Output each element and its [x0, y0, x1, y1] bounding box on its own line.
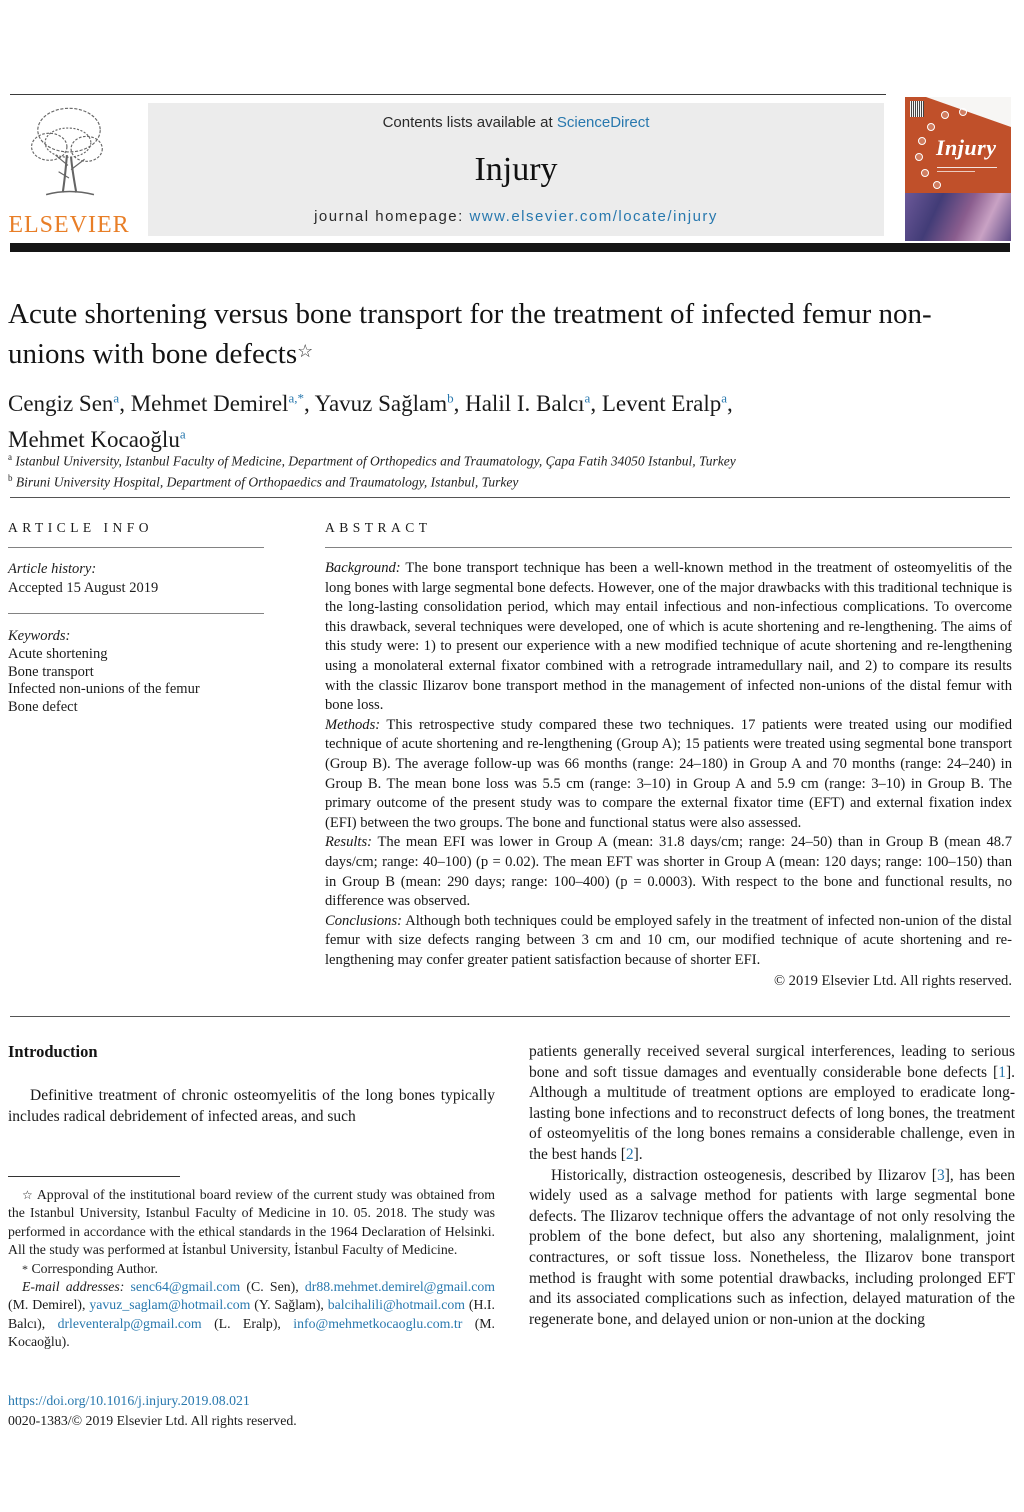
elsevier-logo [8, 100, 130, 240]
email-owner: (C. Sen), [240, 1279, 305, 1295]
author [131, 391, 315, 416]
email-owner: (M. Kocaoğlu). [8, 1315, 496, 1350]
email-link[interactable]: yavuz_saglam@hotmail.com [89, 1297, 251, 1313]
author [465, 391, 602, 416]
footnote-text: Approval of the institutional board review of the current study was obtained from the Istanbul University, Istanbul Faculty of Medicine in 10. 05. 2018. The study was performed in accordance with the ethical standards in the 1964 Declaration of Helsinki. All the study was performed at İstanbul University, İstanbul Faculty of Medicine. [8, 1187, 495, 1258]
intro-heading: Introduction [8, 1042, 98, 1061]
cover-subtitle-line [937, 171, 975, 172]
homepage-link[interactable]: www.elsevier.com/locate/injury [469, 208, 718, 225]
section-divider-rule [10, 1016, 1010, 1017]
body-paragraph: Definitive treatment of chronic osteomyelitis of the long bones typically includes radical debridement of infected areas, and such [8, 1087, 495, 1125]
email-addresses [8, 1278, 495, 1352]
author-name: Levent Eralp [601, 390, 722, 416]
journal-cover-thumbnail [905, 97, 1011, 241]
sciencedirect-link[interactable]: ScienceDirect [556, 114, 650, 131]
abstract-section-text: The mean EFI was lower in Group A (mean: 31.8 days/cm; range: 24–50) than in Group B (mean 48.7 days/cm; range: 40–100) (p = 0.02). The mean EFT was shorter in Group A (mean: 120 days; range: 100–150) than in Group B (mean: 290 days; range: 100–400) (p = 0.0003). With respect to the bone and functional results, no difference was observed. [325, 834, 1012, 910]
homepage-prefix: journal homepage: [314, 208, 470, 225]
author-separator: , [303, 390, 315, 416]
corresponding-text: Corresponding Author. [28, 1260, 158, 1276]
author-name: Mehmet Kocaoğlu [8, 427, 180, 453]
cover-artwork [905, 193, 1011, 241]
article-history-label: Article history: [8, 561, 97, 577]
citation-link[interactable]: 2 [625, 1145, 634, 1163]
corresponding-author-note [8, 1260, 495, 1278]
article-info-column [8, 520, 264, 716]
author-name: Halil I. Balcı [465, 390, 585, 416]
abstract-paragraph-conclusions [325, 912, 1012, 971]
abstract-section-text: The bone transport technique has been a well-known method in the treatment of osteomyelitis of the long bones with large segmental bone defects. However, one of the major drawbacks with this traditional technique is the long-lasting consolidation period, which may entail infectious and non-infectious complications. To overcome this drawback, several techniques were developed, one of which is acute shortening and re-lengthening. The aims of this study were: 1) to present our experience with a new modified technique of acute shortening and re-lengthening using a monolateral external fixator combined with a retrograde intramedullary nail, and 2) to compare its results with the classic Ilizarov bone transport method in the management of infected non-unions of the distal femur with bone loss. [325, 560, 1012, 714]
footer-block [8, 1391, 495, 1430]
email-link[interactable]: dr88.mehmet.demirel@gmail.com [304, 1279, 495, 1295]
email-owner: (H.I. Balcı), [8, 1297, 495, 1331]
title-footnote-mark: ☆ [297, 341, 314, 361]
email-owner: (Y. Sağlam), [250, 1297, 328, 1313]
abstract-paragraph-background [325, 559, 1012, 716]
footnote-irb [8, 1186, 495, 1260]
author-name: Mehmet Demirel [130, 390, 289, 416]
article-info-heading: ARTICLE INFO [8, 520, 154, 535]
author-separator: , [119, 390, 131, 416]
journal-title: Injury [474, 150, 558, 188]
masthead-top-rule [10, 94, 886, 95]
divider-rule [8, 613, 264, 614]
abstract-section-label: Methods: [325, 716, 381, 733]
abstract-heading: ABSTRACT [325, 520, 432, 535]
cover-journal-title: Injury [936, 135, 997, 160]
abstract-column [325, 520, 1012, 990]
cover-dot-icon [959, 108, 967, 116]
abstract-copyright: © 2019 Elsevier Ltd. All rights reserved. [773, 973, 1012, 990]
email-link[interactable]: senc64@gmail.com [130, 1279, 241, 1295]
abstract-paragraph-methods [325, 716, 1012, 834]
contents-prefix: Contents lists available at [382, 114, 557, 131]
email-link[interactable]: drleventeralp@gmail.com [57, 1315, 202, 1331]
cover-subtitle-line [937, 167, 997, 168]
author-affil-superscript: b [447, 390, 454, 405]
footnote-block [8, 1176, 495, 1352]
cover-dot-icon [921, 169, 929, 177]
article-title [8, 296, 1000, 373]
paragraph-text: ], has been widely used as a salvage method for patients with large segmental bone defects. The Ilizarov technique offers the advantage of not only resolving the problem of the bone defect, but also any shortening, malalignment, joint contractures, or soft tissue loss. Nonetheless, the Ilizarov bone transport method is fraught with some potential drawbacks, including prolonged EFT and its associated complications such as infection, delayed maturation of the regenerate bone, and delayed union or non-union at the docking [529, 1166, 1015, 1328]
author-name: Yavuz Sağlam [314, 390, 448, 416]
cover-dot-icon [941, 111, 949, 119]
citation-link[interactable]: 1 [998, 1063, 1006, 1081]
divider-rule [325, 547, 1012, 548]
affiliation [8, 449, 1000, 470]
abstract-section-label: Background: [325, 560, 401, 576]
doi-line [8, 1391, 495, 1411]
keywords-label: Keywords: [8, 628, 71, 644]
author-separator: , [453, 390, 466, 416]
journal-masthead-box [148, 103, 884, 236]
author-affil-superscript: a [179, 426, 186, 442]
contents-line [383, 114, 650, 131]
author-separator: , [727, 390, 733, 416]
body-right-column [529, 1042, 1015, 1330]
paragraph-text: patients generally received several surgical interferences, leading to serious bone and soft tissue damages and eventually considerable bone defects [ [529, 1043, 1015, 1081]
author-affil-superscript: a [721, 390, 728, 405]
email-owner: (L. Eralp), [201, 1315, 294, 1331]
abstract-section-label: Conclusions: [325, 912, 403, 929]
email-addresses-label: E-mail addresses: [22, 1279, 131, 1295]
author-separator: , [590, 390, 602, 416]
author-list [8, 382, 1000, 455]
doi-link[interactable]: https://doi.org/10.1016/j.injury.2019.08.021 [8, 1393, 250, 1408]
elsevier-tree-icon [17, 193, 121, 210]
email-owner: (M. Demirel), [8, 1297, 90, 1313]
email-link[interactable]: balcihalili@hotmail.com [327, 1297, 466, 1313]
footnote-star-mark: ☆ [22, 1188, 34, 1202]
affiliation-text: Biruni University Hospital, Department of Orthopaedics and Traumatology, Istanbul, Turkey [12, 474, 519, 489]
affiliation [8, 470, 1000, 491]
author-affil-superscript: a,* [288, 390, 304, 405]
affiliation-superscript: b [8, 472, 13, 483]
paragraph-text: ]. [633, 1145, 643, 1163]
affiliation-list [8, 449, 1000, 490]
homepage-line [314, 208, 718, 225]
cover-dot-icon [918, 137, 926, 145]
affiliation-text: Istanbul University, Istanbul Faculty of Medicine, Department of Orthopedics and Traumatology, Çapa Fatih 34050 Istanbul, Turkey [12, 453, 736, 469]
author-name: Cengiz Sen [8, 390, 114, 416]
cover-corner-decoration [926, 97, 1011, 127]
masthead-black-divider [10, 243, 1010, 252]
footnote-divider-rule [8, 1176, 180, 1177]
body-left-column [8, 1042, 495, 1127]
barcode-icon [910, 101, 924, 117]
keyword: Bone defect [8, 698, 78, 715]
keyword: Acute shortening [8, 646, 108, 662]
email-link[interactable]: info@mehmetkocaoglu.com.tr [293, 1315, 463, 1331]
keyword: Infected non-unions of the femur [8, 681, 200, 697]
keyword: Bone transport [8, 663, 94, 680]
abstract-paragraph-results [325, 833, 1012, 911]
abstract-section-text: Although both techniques could be employed safely in the treatment of infected non-union of the distal femur with size defects ranging between 3 cm and 10 cm, our modified technique of acute shortening and re-lengthening may confer greater patient satisfaction because of shorter EFI. [325, 912, 1012, 968]
author-affil-superscript: a [584, 390, 591, 405]
cover-dot-icon [933, 181, 941, 189]
author [8, 391, 131, 416]
affiliation-superscript: a [8, 452, 12, 462]
abstract-section-text: This retrospective study compared these two techniques. 17 patients were treated using our modified technique of acute shortening and re-lengthening (Group A); 15 patients were treated using segmental bone transport (Group B). The average follow-up was 66 months (range: 24–180) in Group A and 70 months (range: 24–240) in Group B. The mean bone loss was 5.5 cm (range: 3–10) in Group A and 5.9 cm (range: 3–10) in Group B. The primary outcome of the present study was to compare the external fixator time (EFT) and external fixation index (EFI) between the two groups. The bone and functional status were also assessed. [325, 716, 1012, 831]
cover-dot-icon [927, 123, 935, 131]
paragraph-text: Historically, distraction osteogenesis, described by Ilizarov [ [551, 1166, 937, 1184]
asterisk-mark: * [22, 1261, 28, 1276]
author-affil-superscript: a [113, 390, 120, 405]
author [602, 391, 733, 416]
paragraph-text: ]. Although a multitude of treatment options are employed to eradicate long-lasting bone infections and to reconstruct defects of long bones, the treatment of osteomyelitis of the long bones remains a considerable challenge, even in the best hands [ [529, 1063, 1015, 1163]
section-divider-rule [10, 497, 1010, 498]
body-paragraph [529, 1166, 1015, 1331]
cover-dot-icon [915, 153, 923, 161]
body-paragraph [529, 1042, 1015, 1166]
citation-link[interactable]: 3 [936, 1166, 945, 1184]
divider-rule [8, 547, 264, 548]
accepted-date: Accepted 15 August 2019 [8, 580, 159, 596]
article-title-text: Acute shortening versus bone transport for the treatment of infected femur non-unions with bone defects [8, 298, 932, 370]
publisher-name: ELSEVIER [8, 212, 130, 238]
issn-copyright-line: 0020-1383/© 2019 Elsevier Ltd. All rights reserved. [8, 1412, 297, 1428]
author [315, 391, 465, 416]
abstract-section-label: Results: [325, 834, 373, 851]
